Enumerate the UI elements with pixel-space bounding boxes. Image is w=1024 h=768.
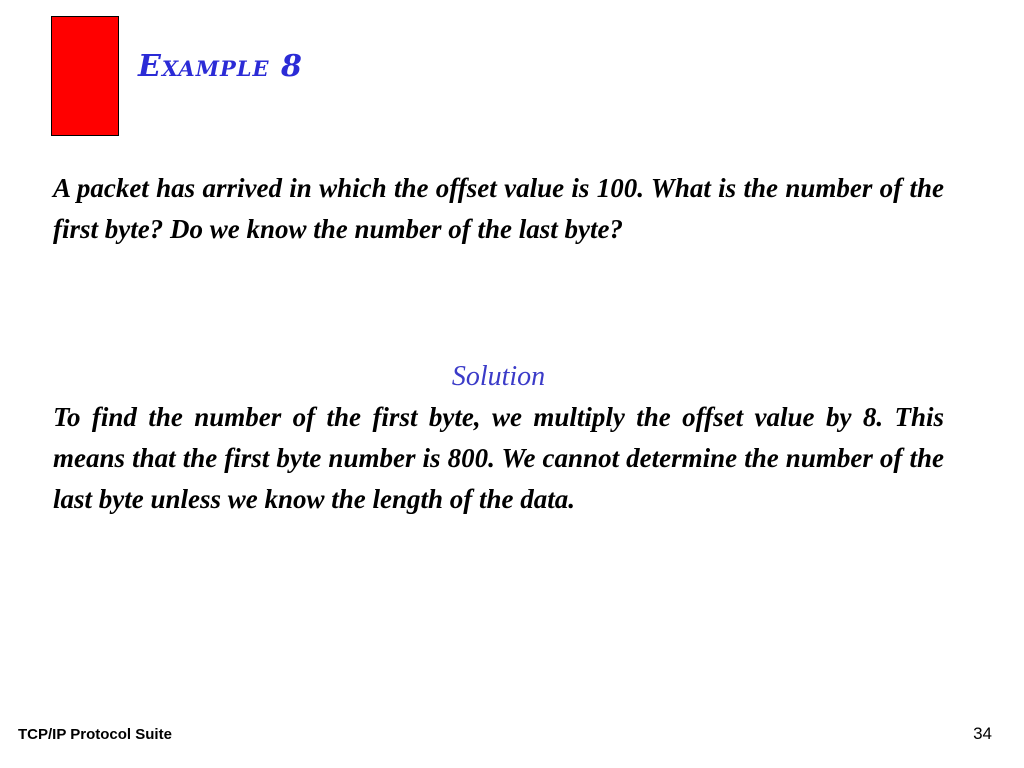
footer-title: TCP/IP Protocol Suite: [18, 726, 172, 743]
decorative-red-box: [51, 16, 119, 136]
slide-title: Example 8: [138, 49, 303, 84]
question-text: A packet has arrived in which the offset value is 100. What is the number of the first byte? Do we know the number of the last byte?: [53, 173, 944, 244]
solution-text: To find the number of the first byte, we multiply the offset value by 8. This means that the first byte number is 800. We cannot determine the number of the last byte unless we know the length of the data.: [53, 402, 944, 514]
page-number: 34: [973, 724, 992, 743]
solution-heading: Solution: [451, 361, 546, 392]
